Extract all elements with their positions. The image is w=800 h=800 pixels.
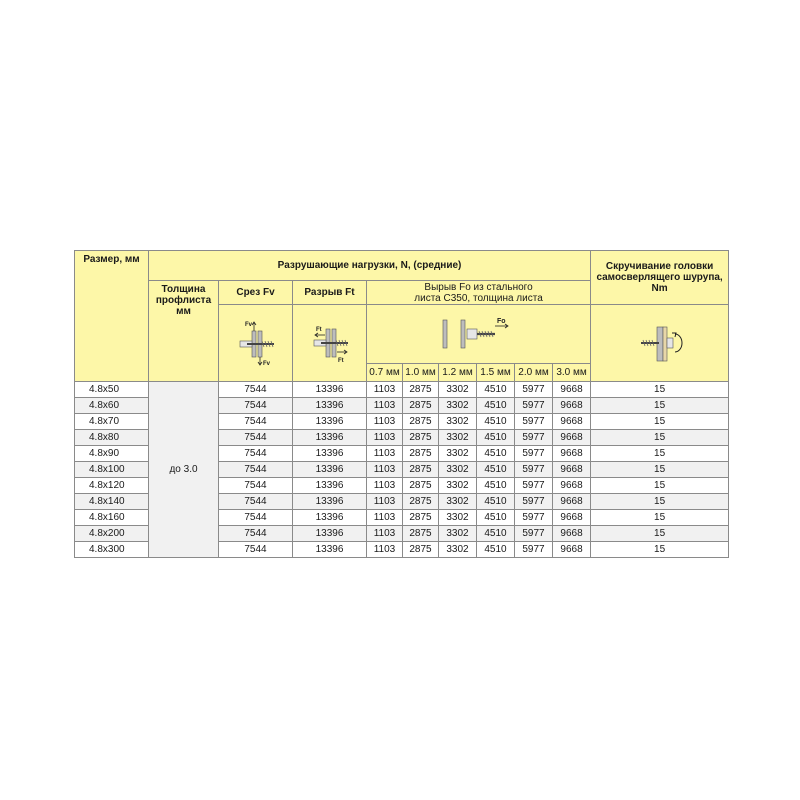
pullout-header-line2: листа C350, толщина листа	[414, 292, 543, 304]
size-cell: 4.8x80	[75, 430, 149, 446]
pullout-cell: 4510	[477, 398, 515, 414]
pullout-cell: 3302	[439, 446, 477, 462]
tension-header-label: Разрыв Ft	[304, 287, 355, 298]
thickness-header-line2: профлиста	[155, 295, 212, 306]
tension-cell: 13396	[293, 446, 367, 462]
pullout-cell: 9668	[553, 462, 591, 478]
shear-fv-top-label: Fv	[244, 322, 252, 328]
pullout-cell: 5977	[515, 430, 553, 446]
pullout-cell: 5977	[515, 494, 553, 510]
tension-cell: 13396	[293, 526, 367, 542]
shear-diagram-cell	[219, 305, 293, 382]
pullout-cell: 2875	[403, 430, 439, 446]
pullout-cell: 9668	[553, 526, 591, 542]
tension-diagram-icon	[304, 319, 356, 367]
shear-cell: 7544	[219, 382, 293, 398]
pullout-group-header	[367, 281, 591, 305]
pullout-cell: 1103	[367, 510, 403, 526]
shear-cell: 7544	[219, 398, 293, 414]
tension-cell: 13396	[293, 494, 367, 510]
shear-cell: 7544	[219, 414, 293, 430]
pullout-cell: 3302	[439, 462, 477, 478]
shear-cell: 7544	[219, 542, 293, 558]
twist-cell: 15	[591, 382, 729, 398]
pullout-cell: 4510	[477, 414, 515, 430]
pullout-cell: 1103	[367, 430, 403, 446]
twist-cell: 15	[591, 510, 729, 526]
pullout-cell: 9668	[553, 446, 591, 462]
twist-cell: 15	[591, 462, 729, 478]
pullout-header-line1: Вырыв Fo из стального	[424, 281, 533, 293]
tension-cell: 13396	[293, 510, 367, 526]
tension-cell: 13396	[293, 478, 367, 494]
sheet-thickness-5: 3.0 мм	[553, 364, 591, 382]
pullout-cell: 9668	[553, 494, 591, 510]
pullout-cell: 4510	[477, 478, 515, 494]
pullout-cell: 3302	[439, 526, 477, 542]
twist-cell: 15	[591, 494, 729, 510]
pullout-cell: 3302	[439, 398, 477, 414]
pullout-cell: 1103	[367, 446, 403, 462]
pullout-cell: 5977	[515, 462, 553, 478]
sheet-thickness-0: 0.7 мм	[367, 364, 403, 382]
tension-cell: 13396	[293, 398, 367, 414]
pullout-cell: 2875	[403, 414, 439, 430]
pullout-cell: 4510	[477, 430, 515, 446]
pullout-cell: 1103	[367, 478, 403, 494]
thickness-cell: до 3.0	[149, 382, 219, 558]
size-cell: 4.8x200	[75, 526, 149, 542]
size-cell: 4.8x160	[75, 510, 149, 526]
size-cell: 4.8x300	[75, 542, 149, 558]
tension-cell: 13396	[293, 462, 367, 478]
pullout-cell: 3302	[439, 510, 477, 526]
shear-cell: 7544	[219, 526, 293, 542]
size-cell: 4.8x100	[75, 462, 149, 478]
pullout-cell: 9668	[553, 542, 591, 558]
size-column-header	[75, 251, 149, 382]
sheet-thickness-1: 1.0 мм	[403, 364, 439, 382]
tension-cell: 13396	[293, 542, 367, 558]
pullout-cell: 5977	[515, 398, 553, 414]
twist-header-line2: самосверлящего шурупа, Nm	[596, 272, 723, 294]
pullout-cell: 9668	[553, 478, 591, 494]
pullout-cell: 9668	[553, 510, 591, 526]
size-cell: 4.8x70	[75, 414, 149, 430]
pullout-cell: 1103	[367, 398, 403, 414]
pullout-cell: 4510	[477, 382, 515, 398]
pullout-cell: 3302	[439, 542, 477, 558]
tension-cell: 13396	[293, 430, 367, 446]
pullout-cell: 4510	[477, 446, 515, 462]
sheet-thickness-3: 1.5 мм	[477, 364, 515, 382]
pullout-cell: 2875	[403, 462, 439, 478]
shear-cell: 7544	[219, 462, 293, 478]
thickness-column-header	[149, 281, 219, 382]
pullout-cell: 2875	[403, 478, 439, 494]
pullout-cell: 3302	[439, 382, 477, 398]
pullout-cell: 3302	[439, 414, 477, 430]
twist-cell: 15	[591, 446, 729, 462]
loads-header-label: Разрушающие нагрузки, N, (средние)	[277, 260, 462, 271]
size-cell: 4.8x60	[75, 398, 149, 414]
pullout-cell: 3302	[439, 494, 477, 510]
pullout-cell: 1103	[367, 526, 403, 542]
tension-column-header	[293, 281, 367, 305]
pullout-cell: 4510	[477, 494, 515, 510]
pullout-cell: 4510	[477, 510, 515, 526]
twist-header-line1: Скручивание головки	[605, 261, 714, 272]
pullout-cell: 5977	[515, 478, 553, 494]
tension-cell: 13396	[293, 382, 367, 398]
shear-diagram-icon	[230, 319, 282, 367]
sheet-thickness-4: 2.0 мм	[515, 364, 553, 382]
pullout-diagram-cell	[367, 305, 591, 364]
twist-cell: 15	[591, 398, 729, 414]
pullout-cell: 9668	[553, 414, 591, 430]
pullout-cell: 5977	[515, 382, 553, 398]
tension-ft-top-label: Ft	[315, 327, 322, 333]
shear-column-header	[219, 281, 293, 305]
size-cell: 4.8x50	[75, 382, 149, 398]
size-cell: 4.8x120	[75, 478, 149, 494]
pullout-cell: 3302	[439, 478, 477, 494]
pullout-cell: 2875	[403, 526, 439, 542]
pullout-diagram-icon	[439, 314, 519, 354]
table-row	[75, 382, 729, 398]
shear-cell: 7544	[219, 430, 293, 446]
twist-cell: 15	[591, 414, 729, 430]
pullout-fo-label: Fo	[496, 318, 506, 325]
pullout-cell: 2875	[403, 494, 439, 510]
size-header-label: Размер, мм	[83, 254, 140, 265]
pullout-cell: 4510	[477, 462, 515, 478]
pullout-cell: 4510	[477, 526, 515, 542]
pullout-cell: 1103	[367, 494, 403, 510]
sheet-thickness-2: 1.2 мм	[439, 364, 477, 382]
size-cell: 4.8x140	[75, 494, 149, 510]
pullout-cell: 2875	[403, 382, 439, 398]
pullout-cell: 9668	[553, 430, 591, 446]
pullout-cell: 5977	[515, 542, 553, 558]
pullout-cell: 3302	[439, 430, 477, 446]
shear-fv-bottom-label: Fv	[262, 361, 270, 367]
pullout-cell: 5977	[515, 414, 553, 430]
thickness-header-line1: Толщина	[161, 284, 206, 295]
pullout-cell: 1103	[367, 414, 403, 430]
twist-cell: 15	[591, 542, 729, 558]
pullout-cell: 5977	[515, 526, 553, 542]
shear-cell: 7544	[219, 494, 293, 510]
twist-diagram-cell	[591, 305, 729, 382]
pullout-cell: 1103	[367, 382, 403, 398]
twist-cell: 15	[591, 430, 729, 446]
pullout-cell: 9668	[553, 382, 591, 398]
shear-cell: 7544	[219, 510, 293, 526]
pullout-cell: 4510	[477, 542, 515, 558]
twist-column-header	[591, 251, 729, 305]
pullout-cell: 1103	[367, 542, 403, 558]
shear-header-label: Срез Fv	[236, 287, 275, 298]
pullout-cell: 2875	[403, 446, 439, 462]
size-cell: 4.8x90	[75, 446, 149, 462]
pullout-cell: 2875	[403, 398, 439, 414]
twist-diagram-icon	[635, 319, 685, 367]
pullout-cell: 1103	[367, 462, 403, 478]
twist-cell: 15	[591, 478, 729, 494]
pullout-cell: 9668	[553, 398, 591, 414]
shear-cell: 7544	[219, 446, 293, 462]
pullout-cell: 2875	[403, 510, 439, 526]
loads-group-header	[149, 251, 591, 281]
pullout-cell: 2875	[403, 542, 439, 558]
tension-ft-bottom-label: Ft	[337, 358, 344, 364]
shear-cell: 7544	[219, 478, 293, 494]
tension-diagram-cell	[293, 305, 367, 382]
pullout-cell: 5977	[515, 446, 553, 462]
pullout-cell: 5977	[515, 510, 553, 526]
twist-cell: 15	[591, 526, 729, 542]
screw-load-table	[74, 250, 729, 558]
thickness-header-line3: мм	[176, 306, 191, 317]
tension-cell: 13396	[293, 414, 367, 430]
table-body	[75, 382, 729, 558]
